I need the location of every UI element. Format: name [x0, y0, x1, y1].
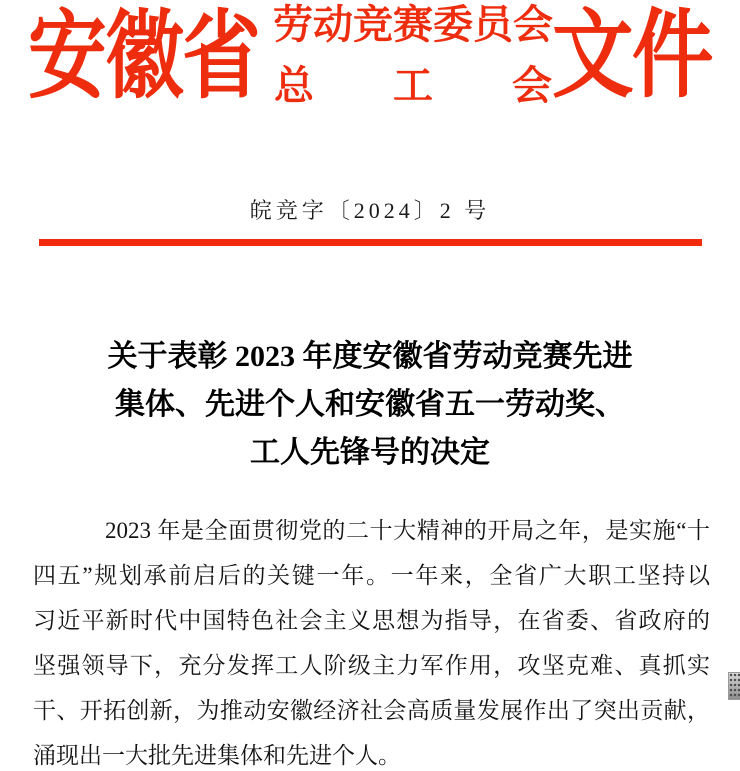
- body-text-line: 习近平新时代中国特色社会主义思想为指导，在省委、省政府的: [33, 608, 710, 633]
- org-union-char: 总: [274, 63, 314, 108]
- document-title: [20, 333, 720, 477]
- title-line: 关于表彰 2023 年度安徽省劳动竞赛先进: [107, 340, 633, 373]
- drag-grip-icon[interactable]: [728, 672, 740, 700]
- org-union-char: 工: [393, 63, 433, 108]
- org-name-province: 安徽省: [28, 3, 260, 110]
- body-text-line: 涌现出一大批先进集体和先进个人。: [33, 743, 401, 768]
- red-letterhead: [0, 0, 740, 120]
- body-text-line: 坚强领导下，充分发挥工人阶级主力军作用，攻坚克难、真抓实: [33, 653, 710, 678]
- body-text-line: 2023 年是全面贯彻党的二十大精神的开局之年，是实施“十: [105, 518, 710, 543]
- org-union-char: 会: [512, 63, 552, 108]
- org-name-committee: 劳动竞赛委员会: [273, 2, 553, 47]
- red-divider-rule: [39, 239, 702, 246]
- document-number: 皖竞字〔2024〕2 号: [249, 198, 491, 223]
- org-name-union: [270, 64, 556, 108]
- doc-type-label: 文件: [552, 2, 712, 109]
- title-line: 工人先锋号的决定: [250, 436, 490, 469]
- body-text-line: 干、开拓创新，为推动安徽经济社会高质量发展作出了突出贡献，: [33, 698, 710, 723]
- body-paragraph: [33, 508, 710, 771]
- body-text-line: 四五”规划承前启后的关键一年。一年来，全省广大职工坚持以: [33, 563, 710, 588]
- org-name-middle-block: [270, 4, 556, 108]
- title-line: 集体、先进个人和安徽省五一劳动奖、: [115, 388, 625, 421]
